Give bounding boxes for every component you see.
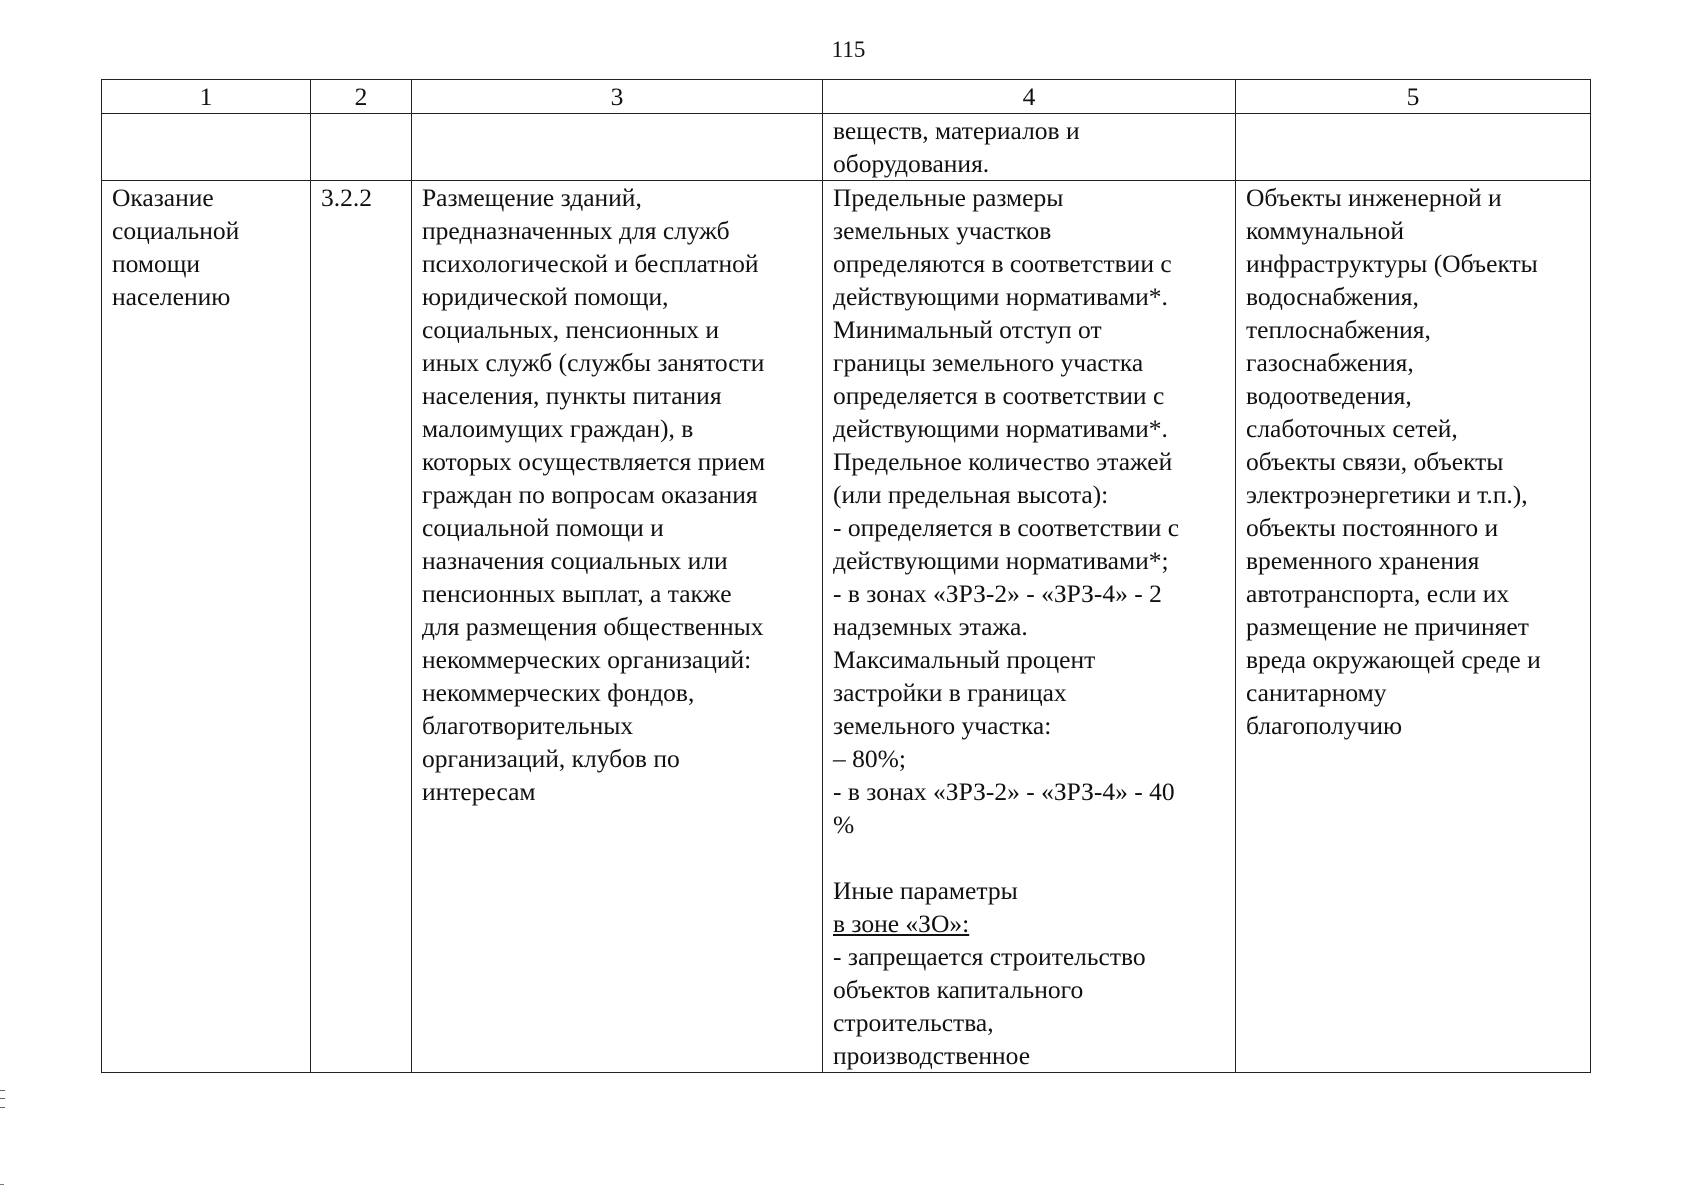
text-line: граждан по вопросам оказания (422, 480, 758, 509)
parameters-cell (823, 181, 1236, 1073)
text-line: которых осуществляется прием (422, 447, 766, 476)
text-line: инфраструктуры (Объекты (1246, 249, 1538, 278)
continuation-cell-2 (311, 114, 412, 181)
text-line: - определяется в соответствии с (833, 513, 1180, 542)
text-line: водоснабжения, (1246, 282, 1419, 311)
text-line: границы земельного участка (833, 348, 1144, 377)
text-line: газоснабжения, (1246, 348, 1414, 377)
text-line: действующими нормативами*; (833, 546, 1169, 575)
text-line: объектов капитального (833, 975, 1084, 1004)
text-line: санитарному (1246, 678, 1387, 707)
text-line: организаций, клубов по (422, 744, 680, 773)
text-line: - в зонах «ЗРЗ-2» - «ЗРЗ-4» - 2 (833, 579, 1162, 608)
text-line: - в зонах «ЗРЗ-2» - «ЗРЗ-4» - 40 (833, 777, 1175, 806)
description-cell (412, 181, 823, 1073)
page-number: 115 (831, 37, 866, 62)
land-use-name-cell (102, 181, 311, 1073)
text-line: некоммерческих организаций: (422, 645, 752, 674)
text-line: Оказание (112, 183, 214, 212)
text-line: социальной помощи и (422, 513, 664, 542)
text-line: Объекты инженерной и (1246, 183, 1502, 212)
text-line: социальной (112, 216, 240, 245)
header-col-2: 2 (311, 80, 412, 114)
text-line: Максимальный процент (833, 645, 1096, 674)
text-line: коммунальной (1246, 216, 1404, 245)
text-line: автотранспорта, если их (1246, 579, 1510, 608)
continuation-cell-4 (823, 114, 1236, 181)
text-line: интересам (422, 777, 536, 806)
text-line: определяется в соответствии с (833, 381, 1165, 410)
text-line: Размещение зданий, (422, 183, 642, 212)
text-line: объекты постоянного и (1246, 513, 1499, 542)
text-line: объекты связи, объекты (1246, 447, 1504, 476)
code-cell (311, 181, 412, 1073)
text-line: Предельные размеры (833, 183, 1064, 212)
text-line: юридической помощи, (422, 282, 669, 311)
text-line: населению (112, 282, 231, 311)
table-row (102, 181, 1591, 1073)
text-line: оборудования. (833, 149, 990, 178)
text-line: застройки в границах (833, 678, 1067, 707)
header-col-5: 5 (1236, 80, 1591, 114)
text-line: социальных, пенсионных и (422, 315, 720, 344)
text-line: иных служб (службы занятости (422, 348, 765, 377)
text-line: предназначенных для служб (422, 216, 730, 245)
text-line: Предельное количество этажей (833, 447, 1173, 476)
other-params-title: Иные параметры (833, 876, 1018, 905)
text-line: - запрещается строительство (833, 942, 1146, 971)
text-line: – 80%; (833, 744, 906, 773)
text-line: некоммерческих фондов, (422, 678, 695, 707)
auxiliary-uses-cell (1236, 181, 1591, 1073)
regulations-table (101, 79, 1591, 1073)
blank-line (833, 841, 1225, 874)
code-text: 3.2.2 (321, 183, 372, 212)
text-line: действующими нормативами*. (833, 282, 1168, 311)
header-col-1: 1 (102, 80, 311, 114)
text-line: Минимальный отступ от (833, 315, 1102, 344)
header-col-3: 3 (412, 80, 823, 114)
text-line: помощи (112, 249, 201, 278)
text-line: водоотведения, (1246, 381, 1412, 410)
text-line: действующими нормативами*. (833, 414, 1168, 443)
text-line: слаботочных сетей, (1246, 414, 1458, 443)
continuation-cell-1 (102, 114, 311, 181)
scan-margin-mark (0, 1090, 5, 1108)
text-line: электроэнергетики и т.п.), (1246, 480, 1528, 509)
text-line: размещение не причиняет (1246, 612, 1529, 641)
text-line: (или предельная высота): (833, 480, 1109, 509)
zone-heading: в зоне «ЗО»: (833, 909, 970, 938)
text-line: надземных этажа. (833, 612, 1028, 641)
text-line: производственное (833, 1041, 1031, 1070)
text-line: % (833, 810, 855, 839)
continuation-cell-5 (1236, 114, 1591, 181)
text-line: определяются в соответствии с (833, 249, 1172, 278)
text-line: вреда окружающей среде и (1246, 645, 1541, 674)
text-line: малоимущих граждан), в (422, 414, 694, 443)
text-line: назначения социальных или (422, 546, 728, 575)
text-line: строительства, (833, 1008, 994, 1037)
text-line: благополучию (1246, 711, 1403, 740)
continuation-row (102, 114, 1591, 181)
text-line: временного хранения (1246, 546, 1480, 575)
text-line: населения, пункты питания (422, 381, 722, 410)
text-line: пенсионных выплат, а также (422, 579, 732, 608)
continuation-cell-3 (412, 114, 823, 181)
scan-margin-dot (0, 1184, 4, 1185)
text-line: для размещения общественных (422, 612, 764, 641)
header-row (102, 80, 1591, 114)
text-line: земельного участка: (833, 711, 1052, 740)
text-line: веществ, материалов и (833, 116, 1080, 145)
text-line: земельных участков (833, 216, 1052, 245)
text-line: теплоснабжения, (1246, 315, 1431, 344)
header-col-4: 4 (823, 80, 1236, 114)
text-line: благотворительных (422, 711, 634, 740)
text-line: психологической и бесплатной (422, 249, 759, 278)
